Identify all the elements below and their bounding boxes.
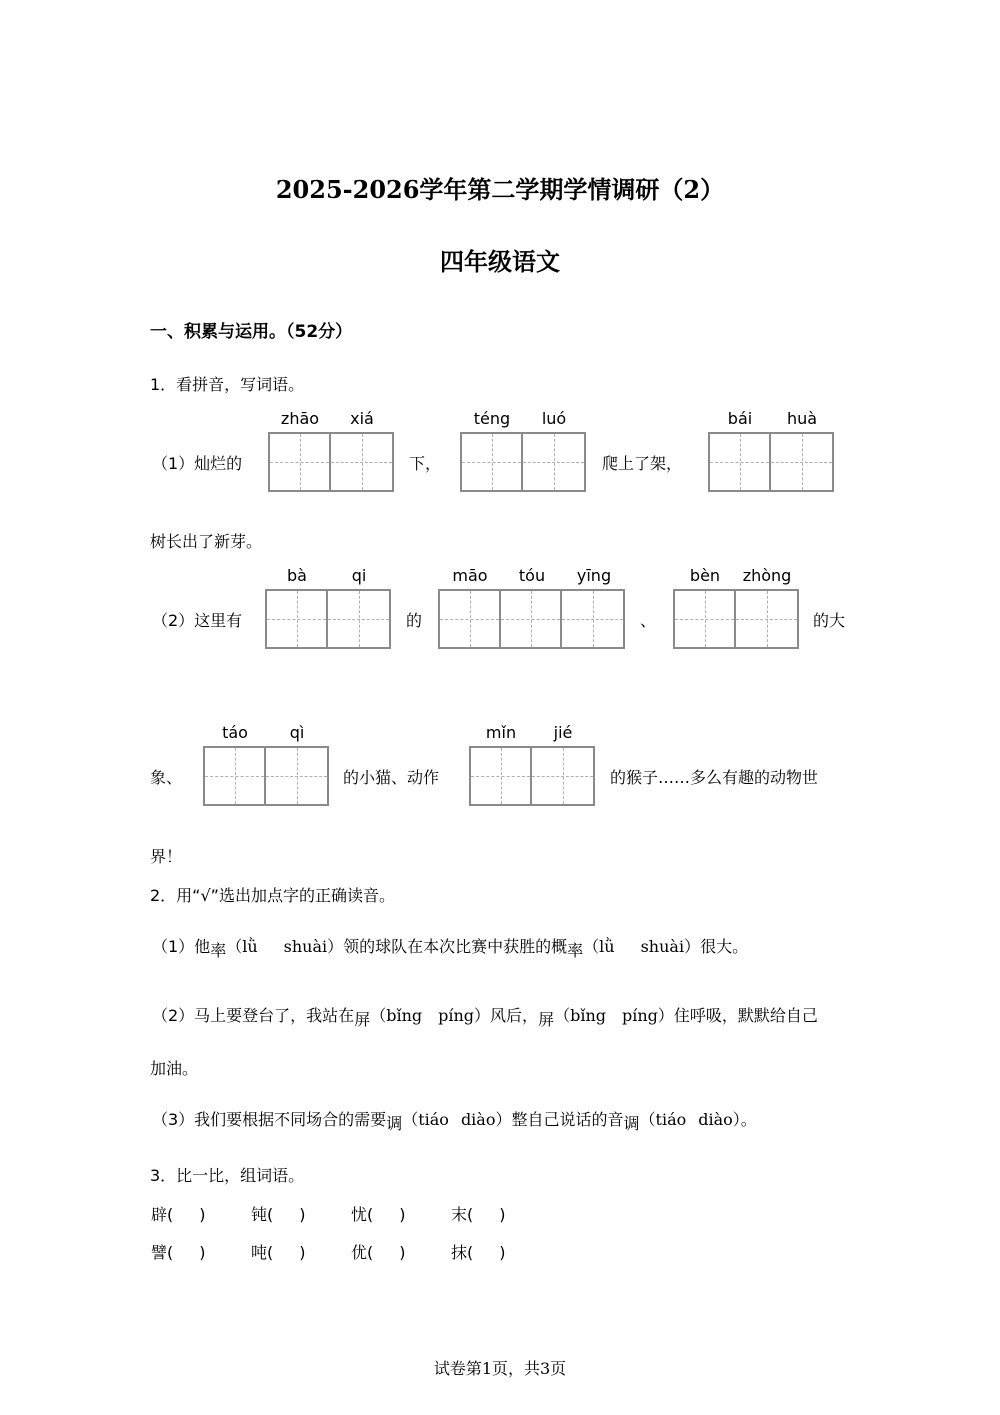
compare-item-2[interactable]: 钝( ) <box>251 1205 306 1224</box>
pinyin-qi: qi <box>351 566 367 585</box>
sentence-2-text-2: 、 <box>640 611 657 630</box>
q2-l3-end: 。 <box>740 1110 757 1129</box>
page-title: 2025-2026学年第二学期学情调研（2） <box>275 175 725 204</box>
sentence-2-text-3: 的大 <box>813 611 846 630</box>
pinyin-jie: jié <box>553 723 573 742</box>
answer-grid-taoqi[interactable] <box>203 746 329 806</box>
dotted-char-1: 率 <box>210 941 227 960</box>
dotted-char-5: 调 <box>386 1114 403 1133</box>
q2-l3-a: （3）我们要根据不同场合的需要 <box>152 1110 387 1129</box>
sentence-3-end: 界！ <box>150 847 183 866</box>
sentence-1-text-1: 下， <box>409 454 442 473</box>
compare-item-3[interactable]: 忧( ) <box>351 1205 406 1224</box>
reading-options-6[interactable]: （tiáo diào） <box>639 1110 741 1129</box>
q2-l2-a: （2）马上要登台了，我站在 <box>152 1006 355 1025</box>
compare-item-6[interactable]: 吨( ) <box>251 1243 306 1262</box>
sentence-1-text-2: 爬上了架， <box>602 454 683 473</box>
answer-grid-zhaoxia[interactable] <box>268 432 394 492</box>
sentence-3-text-1: 的小猫、动作 <box>343 768 440 787</box>
section-heading: 一、积累与运用。（52分） <box>150 322 353 342</box>
pinyin-ying: yīng <box>576 566 612 585</box>
dotted-char-2: 率 <box>567 941 584 960</box>
pinyin-hua: huà <box>786 409 818 428</box>
pinyin-ba: bà <box>287 566 307 585</box>
q2-l1-a: （1）他 <box>152 937 211 956</box>
sentence-2-label: （2）这里有 <box>152 611 243 630</box>
sentence-2-text-1: 的 <box>406 611 423 630</box>
question-2-prompt: 2．用“√”选出加点字的正确读音。 <box>150 886 395 905</box>
pinyin-tou: tóu <box>518 566 546 585</box>
reading-options-3[interactable]: （bǐng píng） <box>370 1006 491 1025</box>
reading-options-5[interactable]: （tiáo diào） <box>402 1110 512 1129</box>
q2-l2-b: 风后， <box>490 1006 539 1025</box>
pinyin-tao: táo <box>222 723 248 742</box>
question-1-prompt: 1．看拼音，写词语。 <box>150 375 305 394</box>
pinyin-ben: bèn <box>689 566 721 585</box>
reading-options-2[interactable]: （lǜ shuài） <box>583 937 701 956</box>
answer-grid-maotouying[interactable] <box>438 589 625 649</box>
dotted-char-3: 屏 <box>354 1010 371 1029</box>
compare-item-8[interactable]: 抹( ) <box>451 1243 506 1262</box>
pinyin-zhao: zhāo <box>280 409 320 428</box>
pinyin-qi2: qì <box>289 723 305 742</box>
answer-grid-tengluo[interactable] <box>460 432 586 492</box>
answer-grid-baqi[interactable] <box>265 589 391 649</box>
compare-item-1[interactable]: 辟( ) <box>151 1205 206 1224</box>
q2-l1-b: 领的球队在本次比赛中获胜的概 <box>343 937 568 956</box>
pinyin-min: mǐn <box>485 723 517 742</box>
pinyin-luo: luó <box>541 409 567 428</box>
compare-item-7[interactable]: 优( ) <box>351 1243 406 1262</box>
pinyin-bai: bái <box>727 409 753 428</box>
q2-l1-end: 很大。 <box>700 937 749 956</box>
pinyin-teng: téng <box>473 409 511 428</box>
answer-grid-baihua[interactable] <box>708 432 834 492</box>
compare-item-4[interactable]: 末( ) <box>451 1205 506 1224</box>
page-subtitle: 四年级语文 <box>440 248 560 276</box>
reading-options-4[interactable]: （bǐng píng） <box>554 1006 674 1025</box>
dotted-char-4: 屏 <box>538 1010 555 1029</box>
sentence-1-continuation: 树长出了新芽。 <box>150 532 263 551</box>
sentence-3-text-0: 象、 <box>150 768 183 787</box>
question-3-prompt: 3．比一比，组词语。 <box>150 1166 305 1185</box>
answer-grid-minjie[interactable] <box>469 746 595 806</box>
pinyin-xia: xiá <box>350 409 374 428</box>
pinyin-mao: māo <box>452 566 488 585</box>
compare-item-5[interactable]: 譬( ) <box>151 1243 206 1262</box>
q2-line-3 <box>152 1107 757 1133</box>
answer-grid-benzhong[interactable] <box>673 589 799 649</box>
dotted-char-6: 调 <box>623 1114 640 1133</box>
q2-l2-end: 住呼吸，默默给自己 <box>673 1006 818 1025</box>
q2-line-2-cont: 加油。 <box>150 1059 199 1078</box>
q2-l3-b: 整自己说话的音 <box>511 1110 624 1129</box>
sentence-3-text-2: 的猴子……多么有趣的动物世 <box>610 768 819 787</box>
pinyin-zhong: zhòng <box>742 566 792 585</box>
q2-line-1 <box>152 934 749 960</box>
page-footer: 试卷第1页，共3页 <box>433 1359 567 1378</box>
reading-options-1[interactable]: （lǜ shuài） <box>226 937 344 956</box>
q2-line-2 <box>152 1003 818 1029</box>
sentence-1-label: （1）灿烂的 <box>152 454 243 473</box>
